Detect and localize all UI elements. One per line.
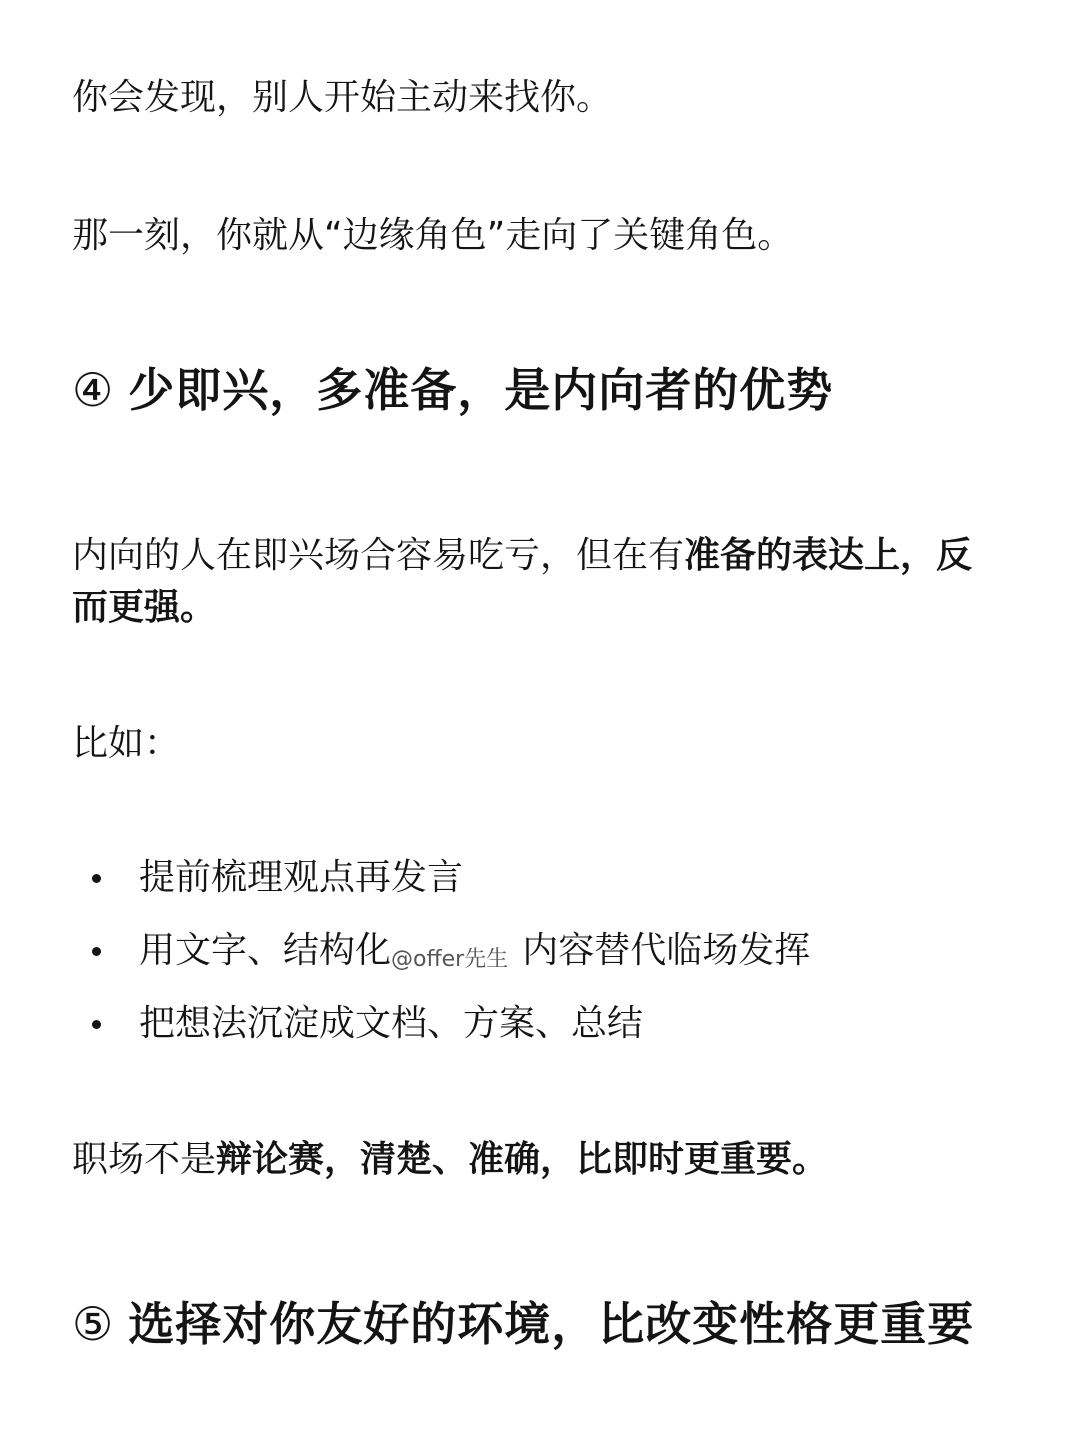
bullet-dot-icon <box>92 947 101 956</box>
paragraph-key-role <box>72 210 1008 262</box>
paragraph-text: 内向的人在即兴场合容易吃亏，但在有 <box>72 535 685 576</box>
paragraph-text: 比如： <box>72 723 181 764</box>
section-title: 选择对你友好的环境，比改变性格更重要 <box>128 1297 975 1351</box>
section-number: ⑤ <box>72 1297 115 1351</box>
list-item-text-end: 内容替代临场发挥 <box>522 930 811 971</box>
paragraph-for-example <box>72 718 1008 770</box>
paragraph-text: 那一刻，你就从“边缘角色”走向了关键角色。 <box>72 215 794 256</box>
section-title: 少即兴，多准备，是内向者的优势 <box>128 363 834 417</box>
section-number: ④ <box>72 363 115 417</box>
bullet-dot-icon <box>92 1020 101 1029</box>
list-item-text: 提前梳理观点再发言 <box>139 857 464 898</box>
list-item-text: 把想法沉淀成文档、方案、总结 <box>139 1003 644 1044</box>
list-item-text <box>139 923 810 988</box>
paragraph-introvert <box>72 530 992 634</box>
section-heading-5 <box>72 1294 974 1354</box>
paragraph-emphasis: 准备的表达上，反而更强。 <box>72 535 973 628</box>
paragraph-workplace <box>72 1134 1008 1186</box>
paragraph-text: 职场不是 <box>72 1139 217 1180</box>
paragraph-discovered <box>72 72 1008 124</box>
list-item-text-start: 用文字、结构化 <box>139 930 392 971</box>
paragraph-emphasis: 辩论赛，清楚、准确，比即时更重要。 <box>216 1139 829 1180</box>
author-watermark: @offer先生 <box>391 947 509 972</box>
section-heading-4 <box>72 360 833 420</box>
bullet-dot-icon <box>92 874 101 883</box>
paragraph-text: 你会发现，别人开始主动来找你。 <box>72 77 613 118</box>
